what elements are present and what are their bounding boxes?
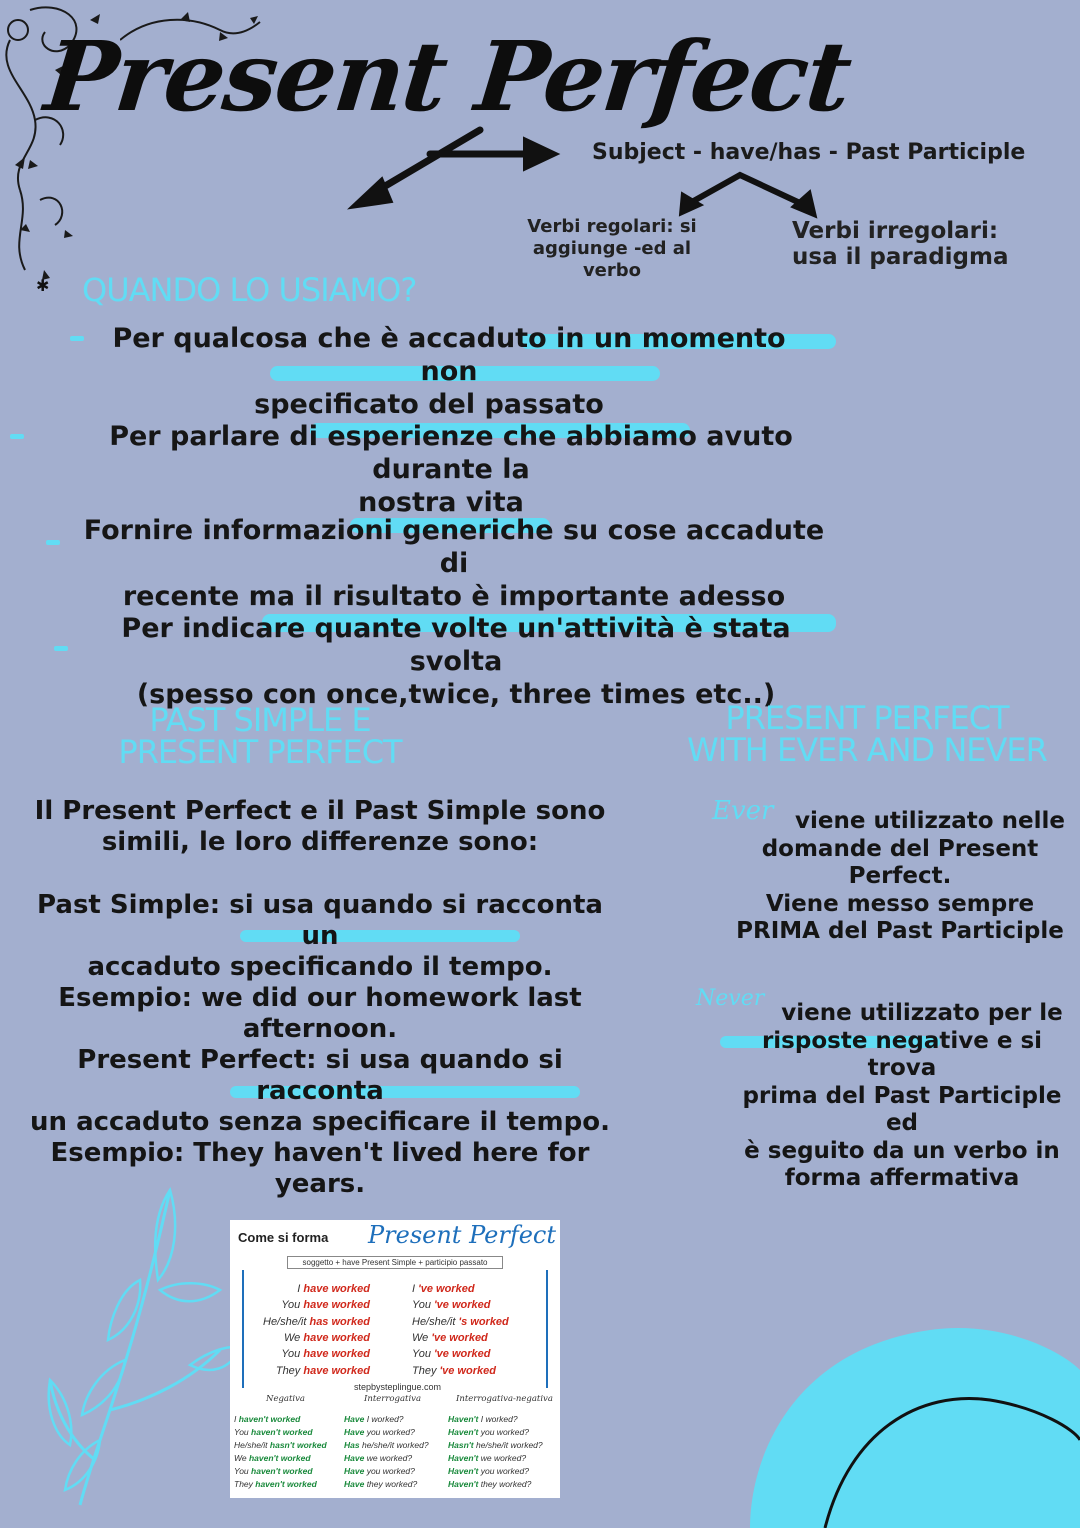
title-arrows [340, 120, 580, 220]
negativa-row-part-b: haven't worked [251, 1427, 313, 1437]
cyan-blob-decoration [730, 1310, 1080, 1528]
past-simple-title-1: PAST SIMPLE E [149, 701, 371, 739]
bullet-2-line1: Per parlare di esperienze che abbiamo avuto durante la [109, 421, 793, 485]
interrogativa-row [344, 1440, 429, 1450]
interrogativa-row-part-b: we worked? [366, 1453, 413, 1463]
long-form-row-subject: We [284, 1331, 304, 1344]
never-label: Never [696, 986, 765, 1011]
interrogativa-row-part-b: I worked? [366, 1414, 404, 1424]
interrogativa-negativa-row-part-b: you worked? [480, 1466, 529, 1476]
present-perfect-infographic [230, 1220, 560, 1498]
interrogativa-row-part-b: you worked? [366, 1466, 415, 1476]
comparison-intro-1: Il Present Perfect e il Past Simple sono [34, 796, 606, 826]
past-simple-title [60, 701, 460, 771]
interrogativa-negativa-row-part-a: Haven't [448, 1453, 481, 1463]
comparison-intro [30, 796, 610, 858]
negativa-row-part-a: We [234, 1453, 249, 1463]
long-form-row [284, 1332, 370, 1344]
irregolari-line1: Verbi irregolari: [792, 218, 999, 244]
long-form-row-verb: has worked [309, 1315, 370, 1328]
long-form-row-verb: have worked [303, 1299, 370, 1312]
infographic-heading: Come si forma [238, 1230, 329, 1245]
interrogativa-row [344, 1466, 415, 1476]
interrogativa-row-part-a: Have [344, 1453, 367, 1463]
short-form-row [412, 1348, 490, 1360]
negativa-row [234, 1427, 313, 1437]
bullet-3 [74, 514, 834, 613]
pp-line-1: Present Perfect: si usa quando si racconta [77, 1045, 563, 1106]
long-form-row [281, 1299, 370, 1311]
comparison-intro-2: simili, le loro differenze sono: [101, 827, 539, 857]
long-form-row-verb: have worked [303, 1331, 370, 1344]
negativa-row-part-a: I [234, 1414, 239, 1424]
never-line-3: prima del Past Participle ed [742, 1082, 1062, 1136]
pp-line-2: un accaduto senza specificare il tempo. [30, 1107, 610, 1137]
interrogativa-row-part-a: Have [344, 1427, 367, 1437]
irregolari-line2: usa il paradigma [792, 244, 1009, 270]
interrogativa-negativa-row [448, 1414, 518, 1424]
negativa-row [234, 1414, 300, 1424]
long-form-row [297, 1283, 370, 1295]
interrogativa-row-part-a: Has [344, 1440, 362, 1450]
col-interrogativa: Interrogativa [364, 1394, 422, 1404]
col-negativa: Negativa [266, 1394, 305, 1404]
negativa-row-part-b: hasn't worked [269, 1440, 327, 1450]
long-form-row-subject: You [281, 1348, 304, 1361]
short-form-row-subject: They [412, 1364, 440, 1377]
past-simple-explanation [20, 890, 620, 1045]
negativa-row-part-a: You [234, 1466, 252, 1476]
interrogativa-negativa-row-part-a: Hasn't [448, 1440, 476, 1450]
short-form-row-verb: 've worked [431, 1331, 488, 1344]
infographic-site: stepbysteplingue.com [354, 1382, 442, 1392]
interrogativa-negativa-row-part-b: they worked? [480, 1479, 532, 1489]
verbi-irregolari [792, 218, 1009, 270]
long-form-row-verb: have worked [303, 1283, 370, 1295]
short-form-row-subject: He/she/it [412, 1315, 459, 1328]
ps-line-2: accaduto specificando il tempo. [87, 952, 553, 982]
interrogativa-negativa-row-part-a: Haven't [448, 1427, 481, 1437]
long-form-row-subject: He/she/it [263, 1315, 310, 1328]
interrogativa-negativa-row [448, 1466, 529, 1476]
col-interrogativa-negativa: Interrogativa-negativa [456, 1394, 553, 1404]
long-form-row [263, 1316, 370, 1328]
bullet-1-line1: Per qualcosa che è accaduto in un momento non [112, 323, 786, 387]
page-title: Present Perfect [40, 20, 855, 133]
interrogativa-row [344, 1414, 404, 1424]
interrogativa-negativa-row-part-b: he/she/it worked? [476, 1440, 543, 1450]
negativa-row-part-a: He/she/it [234, 1440, 270, 1450]
short-form-row-verb: 've worked [439, 1364, 496, 1377]
short-form-row-subject: You [412, 1348, 435, 1361]
ever-line-2: domande del Present [761, 835, 1039, 862]
ever-never-title [662, 699, 1072, 769]
interrogativa-negativa-row [448, 1440, 543, 1450]
long-form-row-subject: You [281, 1299, 304, 1312]
bullet-3-line2: recente ma il risultato è importante adesso [122, 581, 786, 612]
negativa-row [234, 1440, 327, 1450]
bullet-2 [46, 420, 856, 519]
short-form-row-verb: 've worked [418, 1283, 475, 1295]
negativa-row [234, 1479, 317, 1489]
interrogativa-row-part-a: Have [344, 1466, 367, 1476]
interrogativa-negativa-row [448, 1427, 529, 1437]
ever-label: Ever [712, 796, 774, 826]
bullet-4-line1: Per indicare quante volte un'attività è stata svolta [121, 613, 791, 677]
interrogativa-row [344, 1427, 415, 1437]
negativa-row [234, 1453, 311, 1463]
negativa-row-part-b: haven't worked [255, 1479, 317, 1489]
bullet-4 [76, 612, 836, 711]
past-simple-title-2: PRESENT PERFECT [118, 733, 402, 771]
short-form-row-verb: 've worked [434, 1299, 491, 1312]
interrogativa-row-part-b: you worked? [366, 1427, 415, 1437]
negativa-row-part-a: You [234, 1427, 252, 1437]
never-line-4: è seguito da un verbo in [744, 1137, 1060, 1164]
long-form-row [276, 1365, 370, 1377]
ever-explanation [730, 808, 1070, 946]
long-form-row [281, 1348, 370, 1360]
ps-line-3: Esempio: we did our homework last [58, 983, 582, 1013]
ever-line-4: Viene messo sempre [765, 890, 1035, 917]
never-line-5: forma affermativa [784, 1165, 1020, 1191]
ever-line-1: viene utilizzato nelle [795, 808, 1065, 834]
short-form-row-subject: I [412, 1283, 419, 1295]
interrogativa-row-part-b: they worked? [366, 1479, 418, 1489]
infographic-title: Present Perfect [368, 1221, 556, 1249]
short-form-row-verb: 's worked [458, 1315, 509, 1328]
short-form-row-subject: You [412, 1299, 435, 1312]
infographic-subtitle: soggetto + have Present Simple + participio passato [287, 1256, 503, 1269]
long-form-row-subject: They [275, 1364, 304, 1377]
bullet-1-line2: specificato del passato [254, 389, 604, 420]
interrogativa-negativa-row-part-a: Haven't [448, 1479, 481, 1489]
negativa-row-part-b: haven't worked [251, 1466, 313, 1476]
bullet-4-line2: (spesso con once,twice, three times etc..) [136, 679, 776, 710]
interrogativa-negativa-row-part-a: Haven't [448, 1466, 481, 1476]
pp-line-3: Esempio: They haven't lived here for years. [50, 1138, 590, 1199]
interrogativa-row-part-b: he/she/it worked? [361, 1440, 429, 1450]
interrogativa-row [344, 1479, 417, 1489]
negativa-row-part-b: haven't worked [248, 1453, 311, 1463]
formula: Subject - have/has - Past Participle [592, 140, 1026, 165]
ps-line-4: afternoon. [242, 1014, 398, 1044]
long-form-row-verb: have worked [303, 1348, 370, 1361]
interrogativa-negativa-row [448, 1479, 531, 1489]
interrogativa-negativa-row-part-b: I worked? [480, 1414, 518, 1424]
bullet-3-line1: Fornire informazioni generiche su cose accadute di [83, 515, 825, 579]
interrogativa-negativa-row-part-b: we worked? [480, 1453, 527, 1463]
ever-line-5: PRIMA del Past Participle [736, 918, 1064, 944]
negativa-row [234, 1466, 313, 1476]
long-form-row-verb: have worked [303, 1364, 370, 1377]
short-form-row [412, 1299, 490, 1311]
long-form-row-subject: I [297, 1283, 304, 1295]
never-line-1: viene utilizzato per le [781, 1000, 1063, 1026]
ever-line-3: Perfect. [848, 863, 952, 889]
negativa-row-part-b: haven't worked [238, 1414, 301, 1424]
interrogativa-row-part-a: Have [344, 1479, 367, 1489]
leaf-branch-illustration [40, 1170, 240, 1510]
interrogativa-row-part-a: Have [344, 1414, 367, 1424]
interrogativa-negativa-row-part-b: you worked? [480, 1427, 529, 1437]
short-form-row [412, 1332, 488, 1344]
bullet-2-line2: nostra vita [358, 487, 524, 518]
interrogativa-negativa-row-part-a: Haven't [448, 1414, 481, 1424]
never-line-2: risposte negative e si trova [761, 1027, 1043, 1081]
short-form-row [412, 1316, 509, 1328]
bullet-1 [94, 322, 804, 421]
verbi-regolari: Verbi regolari: si aggiunge -ed al verbo [527, 216, 697, 281]
short-form-row [412, 1283, 475, 1295]
short-form-row [412, 1365, 496, 1377]
negativa-row-part-a: They [234, 1479, 256, 1489]
ps-line-1: Past Simple: si usa quando si racconta un [37, 890, 603, 951]
never-explanation [728, 1000, 1076, 1193]
interrogativa-row [344, 1453, 412, 1463]
ever-never-title-1: PRESENT PERFECT [725, 699, 1009, 737]
quando-title: QUANDO LO USIAMO? [82, 271, 417, 309]
short-form-row-verb: 've worked [434, 1348, 491, 1361]
interrogativa-negativa-row [448, 1453, 526, 1463]
star-icon: ✱ [36, 276, 50, 295]
ever-never-title-2: WITH EVER AND NEVER [687, 731, 1047, 769]
short-form-row-subject: We [412, 1331, 432, 1344]
